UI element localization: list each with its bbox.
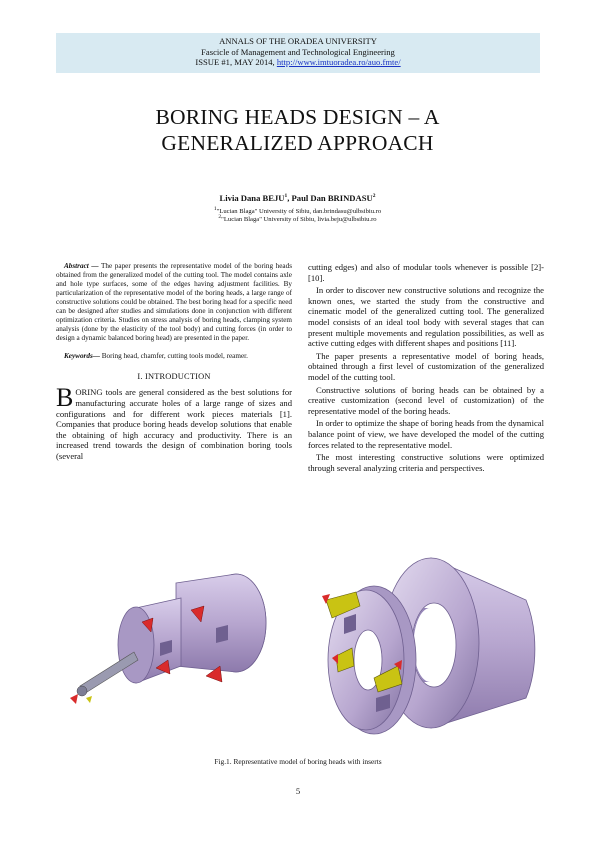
abstract-text: The paper presents the representative model of the boring heads obtained from the generalized model of the cutting tool. The model contains axle and hole type surfaces, some of the edges having adjustment facilities. By particularization of the representative model of the boring heads, a large range of constructive solutions could be obtained. The best boring head for a specific need can be designed after studies and simulations done in conjunction with different optimization criteria. Studies on stress analysis of boring heads, clamping system analysis (done by the elasticity of the tool body) and cutting forces (in order to design a dynamic balanced boring head) are presented in the paper. <box>56 262 292 343</box>
paper-title-line-1: BORING HEADS DESIGN – A <box>155 105 440 129</box>
journal-issue-line <box>56 57 540 68</box>
abstract-label: Abstract — <box>64 262 99 270</box>
right-paragraph-1: cutting edges) and also of modular tools whenever is possible [2]-[10]. <box>308 262 544 283</box>
keywords-text: Boring head, chamfer, cutting tools model, reamer. <box>99 352 248 361</box>
journal-header-banner <box>56 33 540 73</box>
drop-cap: B <box>56 383 74 413</box>
author-2-sup: 2 <box>372 193 376 200</box>
author-line <box>60 193 535 203</box>
intro-paragraph <box>56 383 292 462</box>
affiliation-2-text: "Lucian Blaga" University of Sibiu, livia.beju@ulbsibiu.ro <box>221 216 377 224</box>
figure-caption: Fig.1. Representative model of boring heads with inserts <box>214 757 382 766</box>
author-separator: , <box>287 193 292 203</box>
body-slot-2 <box>216 625 228 643</box>
affiliation-1-text: "Lucian Blaga" University of Sibiu, dan.brindasu@ulbsibiu.ro <box>216 208 382 216</box>
right-paragraph-2: In order to discover new constructive solutions and recognize the known ones, we started the study from the constructive and cinematic model of the generalized cutting tool. The generalized model consists of an ideal tool body with several stages that can present multiple movements and regulation possibilities, as well as active cutting edges with different shapes and positions [11]. <box>308 285 544 349</box>
affiliation-2-sup: 2 <box>218 214 222 220</box>
journal-url-link[interactable]: http://www.imtuoradea.ro/auo.fmte/ <box>276 57 401 68</box>
keywords <box>56 352 292 361</box>
tip-insert-red <box>70 694 78 704</box>
right-paragraph-4: Constructive solutions of boring heads can be obtained by a creative customization (second level of customization) of the representative model of the boring heads. <box>308 384 544 416</box>
affiliation-2 <box>60 213 535 224</box>
page-number: 5 <box>295 786 301 796</box>
author-2: Paul Dan BRINDASU <box>291 193 373 203</box>
right-paragraph-3: The paper presents a representative model of boring heads, obtained through a first level of customization of the generalized model of the cutting tool. <box>308 350 544 382</box>
intro-text: tools are general considered as the best solutions for manufacturing accurate holes of a large range of sizes and configurations and for different work pieces materials [1]. Companies that produce boring heads develop solutions that enable the obtaining of high accuracy and productivity. There is an increased trend towards the design of combination boring tools (several <box>56 387 292 462</box>
boring-head-right <box>322 558 535 734</box>
journal-fascicle: Fascicle of Management and Technological Engineering <box>201 46 395 57</box>
keywords-label: Keywords— <box>64 352 100 361</box>
paper-title <box>60 104 535 156</box>
journal-issue: ISSUE #1, MAY 2014, <box>195 57 277 68</box>
tip-insert-yellow <box>86 696 92 703</box>
author-1-sup: 1 <box>284 193 288 200</box>
boring-head-left <box>70 574 266 704</box>
figure-boring-heads <box>56 548 540 753</box>
right-column <box>308 262 544 475</box>
right-paragraph-6: The most interesting constructive solutions were optimized through several analyzing criteria and perspectives. <box>308 452 544 473</box>
rear-cylinder-body <box>176 574 266 672</box>
author-1: Livia Dana BEJU <box>219 193 285 203</box>
left-column <box>56 262 292 462</box>
section-heading-introduction: I. INTRODUCTION <box>137 372 211 382</box>
intro-lead-word: ORING <box>75 387 103 398</box>
affiliation-1-sup: 1 <box>213 206 217 212</box>
ring-hole <box>412 603 456 687</box>
abstract <box>56 262 292 343</box>
right-paragraph-5: In order to optimize the shape of boring heads from the dynamical balance point of view, we have developed the model of the cutting forces related to the representative model. <box>308 418 544 450</box>
shaft-tip <box>77 686 87 696</box>
paper-title-line-2: GENERALIZED APPROACH <box>161 131 434 155</box>
middle-cylinder-face <box>118 607 154 683</box>
journal-name: ANNALS OF THE ORADEA UNIVERSITY <box>219 36 377 46</box>
